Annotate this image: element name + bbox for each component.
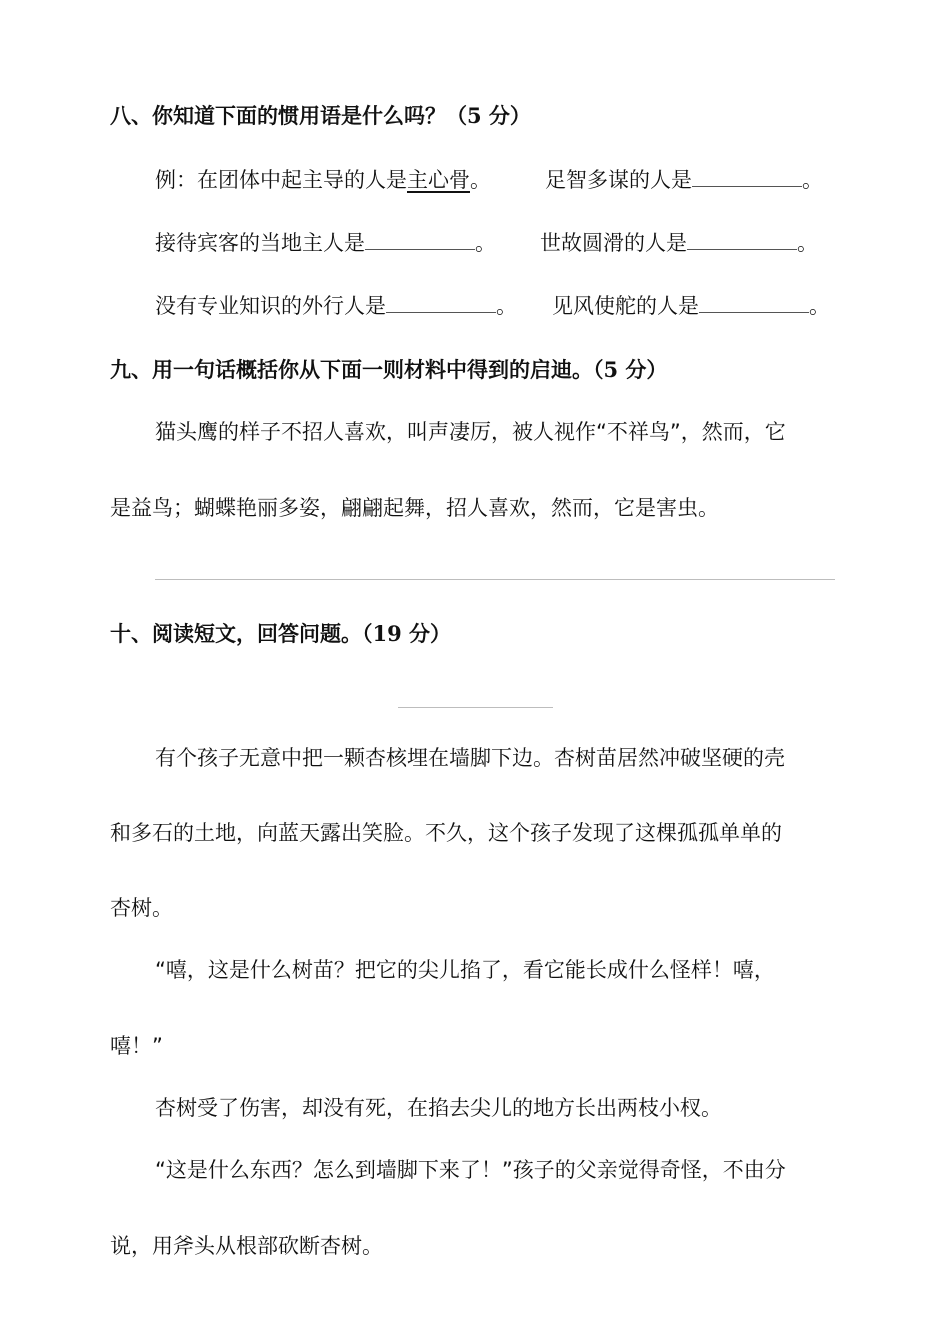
answer-blank[interactable] bbox=[365, 229, 475, 250]
answer-blank[interactable] bbox=[386, 292, 496, 313]
answer-blank[interactable] bbox=[687, 229, 797, 250]
example-prefix: 例：在团体中起主导的人是 bbox=[155, 168, 407, 192]
passage-line-7: “这是什么东西？怎么到墙脚下来了！”孩子的父亲觉得奇怪，不由分 bbox=[155, 1158, 786, 1182]
passage-line-6: 杏树受了伤害，却没有死，在掐去尖儿的地方长出两枝小杈。 bbox=[155, 1096, 722, 1120]
section9-heading bbox=[110, 356, 667, 384]
passage-line-8: 说，用斧头从根部砍断杏树。 bbox=[110, 1234, 383, 1258]
section9-answer-line[interactable] bbox=[155, 579, 835, 580]
section10-heading bbox=[110, 620, 451, 648]
item-suffix: 。 bbox=[809, 294, 830, 318]
item-suffix: 。 bbox=[797, 231, 818, 255]
item-suffix: 。 bbox=[802, 168, 823, 192]
passage-line-4: “嘻，这是什么树苗？把它的尖儿掐了，看它能长成什么怪样！嘻， bbox=[155, 958, 775, 982]
section9-material-line-1: 猫头鹰的样子不招人喜欢，叫声凄厉，被人视作“不祥鸟”，然而，它 bbox=[155, 420, 786, 444]
section10-title: 十、阅读短文，回答问题。 bbox=[110, 622, 362, 646]
passage-line-3: 杏树。 bbox=[110, 896, 173, 920]
passage-title-blank[interactable] bbox=[398, 707, 553, 708]
section8-item-4 bbox=[155, 292, 517, 320]
item-prefix: 足智多谋的人是 bbox=[545, 168, 692, 192]
answer-blank[interactable] bbox=[692, 166, 802, 187]
section8-item-5 bbox=[552, 292, 830, 320]
item-prefix: 接待宾客的当地主人是 bbox=[155, 231, 365, 255]
passage-line-2: 和多石的土地，向蓝天露出笑脸。不久，这个孩子发现了这棵孤孤单单的 bbox=[110, 821, 782, 845]
passage-line-5: 嘻！” bbox=[110, 1034, 163, 1058]
section8-item-2 bbox=[155, 229, 496, 257]
item-prefix: 世故圆滑的人是 bbox=[540, 231, 687, 255]
section8-item-1 bbox=[545, 166, 823, 194]
item-suffix: 。 bbox=[475, 231, 496, 255]
section9-title: 九、用一句话概括你从下面一则材料中得到的启迪。 bbox=[110, 358, 593, 382]
example-answer: 主心骨 bbox=[407, 168, 470, 192]
section9-score: （5 分） bbox=[593, 357, 668, 382]
section8-score: （5 分） bbox=[446, 103, 531, 128]
section8-item-3 bbox=[540, 229, 818, 257]
answer-blank[interactable] bbox=[699, 292, 809, 313]
item-prefix: 没有专业知识的外行人是 bbox=[155, 294, 386, 318]
passage-line-1: 有个孩子无意中把一颗杏核埋在墙脚下边。杏树苗居然冲破坚硬的壳 bbox=[155, 746, 785, 770]
section8-example bbox=[155, 166, 491, 194]
example-suffix: 。 bbox=[470, 168, 491, 192]
section8-title: 八、你知道下面的惯用语是什么吗？ bbox=[110, 104, 446, 128]
section8-heading bbox=[110, 102, 531, 130]
section10-score: （19 分） bbox=[362, 621, 452, 646]
item-prefix: 见风使舵的人是 bbox=[552, 294, 699, 318]
item-suffix: 。 bbox=[496, 294, 517, 318]
section9-material-line-2: 是益鸟；蝴蝶艳丽多姿，翩翩起舞，招人喜欢，然而，它是害虫。 bbox=[110, 496, 719, 520]
